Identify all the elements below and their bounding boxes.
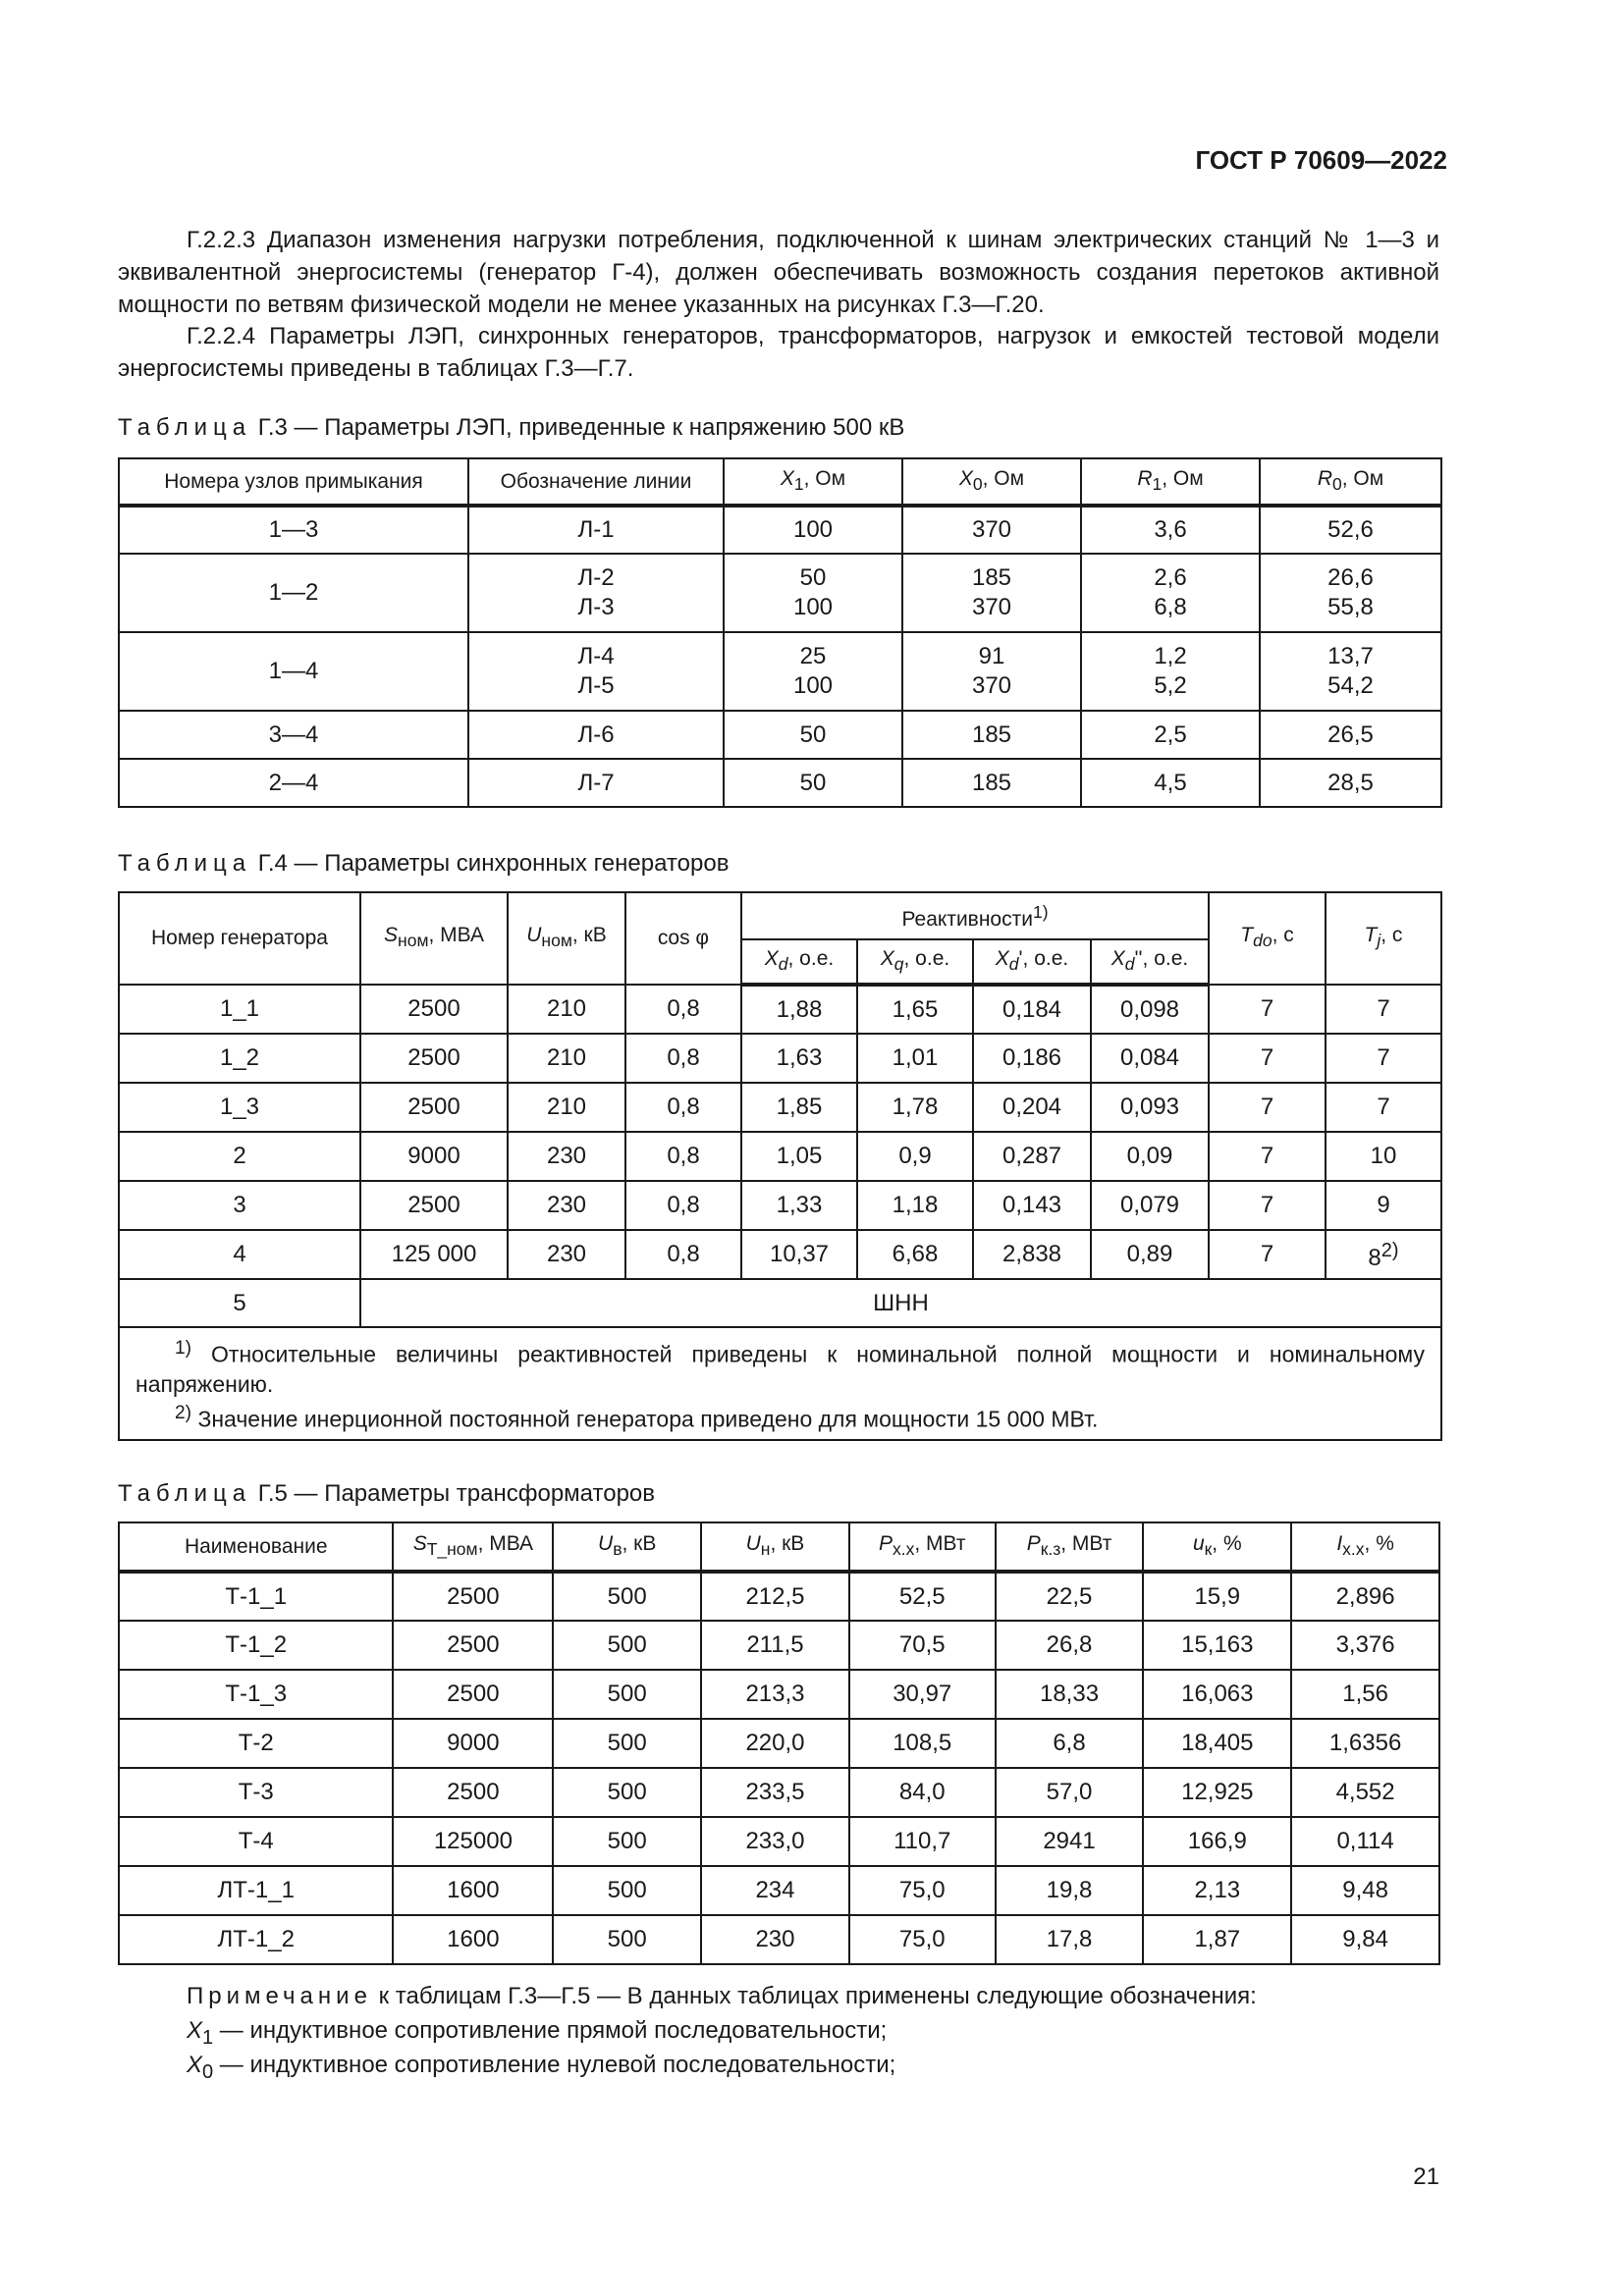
table-cell: 210 xyxy=(508,1083,625,1132)
table-cell: 2,13 xyxy=(1143,1866,1291,1915)
table-cell: 0,287 xyxy=(973,1132,1091,1181)
table-cell: 500 xyxy=(553,1572,701,1621)
cell-r1 xyxy=(1081,506,1260,554)
cell-x0-value: 370 xyxy=(971,672,1012,699)
table-cell: 230 xyxy=(508,1132,625,1181)
table-cell: 1_3 xyxy=(119,1083,360,1132)
table-row xyxy=(119,554,1441,632)
cell-line-value: Л-7 xyxy=(577,769,615,796)
cell-x0-value: 185 xyxy=(971,721,1012,748)
header-un: $U_н$, кВ xyxy=(701,1522,849,1572)
table-row xyxy=(119,1230,1441,1279)
note-label: Примечание xyxy=(187,1983,372,2009)
table-cell: 7 xyxy=(1209,1230,1326,1279)
table-cell: 7 xyxy=(1326,1034,1441,1083)
table-cell: 2500 xyxy=(360,1181,508,1230)
cell-x1-value: 100 xyxy=(792,672,834,699)
cell-x0 xyxy=(902,554,1081,632)
header-x1: $X_1$, Ом xyxy=(724,458,902,506)
caption-label: Таблица xyxy=(118,1480,252,1507)
header-gen-number: Номер генератора xyxy=(119,892,360,985)
table-cell: ЛТ-1_1 xyxy=(119,1866,393,1915)
table-cell: 16,063 xyxy=(1143,1670,1291,1719)
table-cell: 1,63 xyxy=(741,1034,857,1083)
cell-x1 xyxy=(724,632,902,711)
table-row xyxy=(119,1719,1439,1768)
table-cell: 500 xyxy=(553,1866,701,1915)
table-g3 xyxy=(118,457,1442,808)
table-row xyxy=(119,632,1441,711)
table-cell: Т-1_1 xyxy=(119,1572,393,1621)
cell-x0 xyxy=(902,506,1081,554)
header-xq: $X_q$, о.е. xyxy=(857,939,973,985)
table-cell: 0,09 xyxy=(1091,1132,1209,1181)
table-cell: 211,5 xyxy=(701,1621,849,1670)
table-cell: 7 xyxy=(1326,985,1441,1034)
table-row xyxy=(119,1768,1439,1817)
table-cell: 7 xyxy=(1209,985,1326,1034)
caption-label: Таблица xyxy=(118,414,252,441)
table-g4-caption xyxy=(118,850,729,878)
table-cell: 2,838 xyxy=(973,1230,1091,1279)
cell-x1 xyxy=(724,711,902,759)
page-number: 21 xyxy=(1413,2163,1439,2190)
table-cell: 0,8 xyxy=(625,1230,741,1279)
table-cell: 22,5 xyxy=(996,1572,1144,1621)
table-cell: 10,37 xyxy=(741,1230,857,1279)
table-cell: 0,114 xyxy=(1291,1817,1439,1866)
cell-r1-value: 1,2 xyxy=(1154,643,1187,669)
cell-x0-value: 185 xyxy=(971,564,1012,591)
table-cell: 212,5 xyxy=(701,1572,849,1621)
header-xd-prime: $X_d'$, о.е. xyxy=(973,939,1091,985)
cell-x0 xyxy=(902,711,1081,759)
table-cell: 17,8 xyxy=(996,1915,1144,1964)
header-uk: $u_к$, % xyxy=(1143,1522,1291,1572)
cell-x0 xyxy=(902,632,1081,711)
header-ixx: $I_{х.х}$, % xyxy=(1291,1522,1439,1572)
cell-r0-value: 28,5 xyxy=(1327,769,1374,796)
table-cell: 70,5 xyxy=(849,1621,996,1670)
table-g5-caption xyxy=(118,1480,655,1508)
table-cell: 210 xyxy=(508,1034,625,1083)
table-cell: 9,84 xyxy=(1291,1915,1439,1964)
table-cell: 26,8 xyxy=(996,1621,1144,1670)
table-cell: 2500 xyxy=(393,1768,553,1817)
cell-r0 xyxy=(1260,506,1441,554)
cell-r1 xyxy=(1081,759,1260,807)
table-cell: 4,552 xyxy=(1291,1768,1439,1817)
cell-r1 xyxy=(1081,711,1260,759)
cell-r1 xyxy=(1081,632,1260,711)
table-cell: 4 xyxy=(119,1230,360,1279)
footnote-2: $^{2)}$ Значение инерционной постоянной генератора приведено для мощности 15 000 МВт. xyxy=(175,1402,1099,1432)
header-u-nom: $U_{ном}$, кВ xyxy=(508,892,625,985)
table-cell: 0,89 xyxy=(1091,1230,1209,1279)
table-row xyxy=(119,506,1441,554)
cell-x0-value: 91 xyxy=(978,643,1005,669)
caption-text: Г.4 — Параметры синхронных генераторов xyxy=(257,850,730,877)
caption-label: Таблица xyxy=(118,850,252,877)
table-cell: 1,78 xyxy=(857,1083,973,1132)
table-cell: 8$^{2)}$ xyxy=(1326,1230,1441,1279)
table-row xyxy=(119,985,1441,1034)
table-cell: 0,8 xyxy=(625,1132,741,1181)
table-cell: 30,97 xyxy=(849,1670,996,1719)
cell-r0 xyxy=(1260,632,1441,711)
cell-r1-value: 6,8 xyxy=(1154,594,1187,620)
table-cell: 234 xyxy=(701,1866,849,1915)
table-cell: 500 xyxy=(553,1817,701,1866)
paragraph-g223: Г.2.2.3 Диапазон изменения нагрузки потребления, подключенной к шинам электрических станций № 1—3 и эквивалентной энергосистемы (генератор Г-4), должен обеспечивать возможность создания перетоков активной мощности по ветвям физической модели не менее указанных на рисунках Г.3—Г.20. xyxy=(118,227,1439,318)
table-cell: 230 xyxy=(508,1230,625,1279)
cell-x1 xyxy=(724,759,902,807)
table-cell: 500 xyxy=(553,1719,701,1768)
table-cell: 230 xyxy=(701,1915,849,1964)
cell-line xyxy=(468,632,724,711)
cell-line xyxy=(468,506,724,554)
document-code: ГОСТ Р 70609—2022 xyxy=(1195,145,1447,175)
table-cell: 3,376 xyxy=(1291,1621,1439,1670)
header-xd-double-prime: $X_d''$, о.е. xyxy=(1091,939,1209,985)
table-g4-footnotes xyxy=(119,1327,1441,1440)
header-r0: $R_0$, Ом xyxy=(1260,458,1441,506)
table-cell: 213,3 xyxy=(701,1670,849,1719)
table-cell: 9000 xyxy=(360,1132,508,1181)
table-g5 xyxy=(118,1522,1440,1965)
table-cell: 7 xyxy=(1209,1034,1326,1083)
table-row xyxy=(119,1132,1441,1181)
table-cell: 15,163 xyxy=(1143,1621,1291,1670)
table-cell: 500 xyxy=(553,1768,701,1817)
header-s-nom: $S_{ном}$, МВА xyxy=(360,892,508,985)
table-cell: 110,7 xyxy=(849,1817,996,1866)
table-cell: 9000 xyxy=(393,1719,553,1768)
table-cell: 1,88 xyxy=(741,985,857,1034)
cell-r1-value: 4,5 xyxy=(1154,769,1187,796)
table-cell: 1,33 xyxy=(741,1181,857,1230)
table-row xyxy=(119,1083,1441,1132)
table-cell: Т-3 xyxy=(119,1768,393,1817)
caption-text: Г.3 — Параметры ЛЭП, приведенные к напряжению 500 кВ xyxy=(257,414,905,441)
header-pkz: $P_{к.з}$, МВт xyxy=(996,1522,1144,1572)
cell-line-value: Л-1 xyxy=(577,516,615,543)
header-xd: $X_d$, о.е. xyxy=(741,939,857,985)
table-cell: 2500 xyxy=(360,1034,508,1083)
table-cell: 1,56 xyxy=(1291,1670,1439,1719)
table-cell: 230 xyxy=(508,1181,625,1230)
table-cell: 2500 xyxy=(360,1083,508,1132)
cell-nodes: 2—4 xyxy=(119,759,468,807)
cell-r1 xyxy=(1081,554,1260,632)
table-cell: 108,5 xyxy=(849,1719,996,1768)
cell-line xyxy=(468,759,724,807)
table-cell: 210 xyxy=(508,985,625,1034)
table-row xyxy=(119,1181,1441,1230)
caption-text: Г.5 — Параметры трансформаторов xyxy=(257,1480,656,1507)
table-cell: 1,18 xyxy=(857,1181,973,1230)
header-name: Наименование xyxy=(119,1522,393,1572)
gen-5-number: 5 xyxy=(119,1279,360,1327)
table-cell: 0,098 xyxy=(1091,985,1209,1034)
table-cell: 1_2 xyxy=(119,1034,360,1083)
note-line xyxy=(187,1979,1257,2013)
cell-r0-value: 13,7 xyxy=(1327,643,1374,669)
header-nodes: Номера узлов примыкания xyxy=(119,458,468,506)
header-pxx: $P_{х.х}$, МВт xyxy=(849,1522,996,1572)
table-cell: 7 xyxy=(1209,1181,1326,1230)
cell-x1-value: 50 xyxy=(799,564,827,591)
table-cell: 0,184 xyxy=(973,985,1091,1034)
table-cell: 52,5 xyxy=(849,1572,996,1621)
table-row xyxy=(119,711,1441,759)
table-cell: 15,9 xyxy=(1143,1572,1291,1621)
table-cell: 1600 xyxy=(393,1866,553,1915)
table-cell: 84,0 xyxy=(849,1768,996,1817)
table-cell: 9 xyxy=(1326,1181,1441,1230)
header-cos-phi: cos φ xyxy=(625,892,741,985)
table-cell: 18,33 xyxy=(996,1670,1144,1719)
cell-x1-value: 50 xyxy=(799,721,827,748)
table-cell: 75,0 xyxy=(849,1915,996,1964)
table-cell: 220,0 xyxy=(701,1719,849,1768)
table-cell: 125 000 xyxy=(360,1230,508,1279)
cell-nodes: 1—4 xyxy=(119,632,468,711)
table-cell: 500 xyxy=(553,1915,701,1964)
table-row xyxy=(119,1034,1441,1083)
table-cell: 0,084 xyxy=(1091,1034,1209,1083)
cell-nodes: 1—2 xyxy=(119,554,468,632)
header-tj: $T_j$, с xyxy=(1326,892,1441,985)
paragraph-g224: Г.2.2.4 Параметры ЛЭП, синхронных генераторов, трансформаторов, нагрузок и емкостей тестовой модели энергосистемы приведены в таблицах Г.3—Г.7. xyxy=(118,323,1439,382)
cell-line-value: Л-5 xyxy=(577,672,615,699)
table-cell: 1,01 xyxy=(857,1034,973,1083)
table-cell: 0,204 xyxy=(973,1083,1091,1132)
table-cell: 2500 xyxy=(360,985,508,1034)
table-cell: 12,925 xyxy=(1143,1768,1291,1817)
cell-x1 xyxy=(724,506,902,554)
cell-x1-value: 50 xyxy=(799,769,827,796)
table-cell: 2500 xyxy=(393,1572,553,1621)
table-cell: 57,0 xyxy=(996,1768,1144,1817)
cell-r0 xyxy=(1260,554,1441,632)
table-cell: Т-4 xyxy=(119,1817,393,1866)
header-x0: $X_0$, Ом xyxy=(902,458,1081,506)
cell-line xyxy=(468,711,724,759)
note-text: к таблицам Г.3—Г.5 — В данных таблицах применены следующие обозначения: xyxy=(378,1983,1257,2009)
cell-r1-value: 5,2 xyxy=(1154,672,1187,699)
table-cell: 75,0 xyxy=(849,1866,996,1915)
table-cell: 233,0 xyxy=(701,1817,849,1866)
cell-x0-value: 370 xyxy=(971,594,1012,620)
table-cell: 10 xyxy=(1326,1132,1441,1181)
table-cell: Т-2 xyxy=(119,1719,393,1768)
table-cell: 1600 xyxy=(393,1915,553,1964)
table-cell: 0,186 xyxy=(973,1034,1091,1083)
cell-x1-value: 100 xyxy=(792,594,834,620)
table-cell: ЛТ-1_2 xyxy=(119,1915,393,1964)
table-cell: 0,093 xyxy=(1091,1083,1209,1132)
cell-r0-value: 54,2 xyxy=(1327,672,1374,699)
cell-r0-value: 52,6 xyxy=(1327,516,1374,543)
header-r1: $R_1$, Ом xyxy=(1081,458,1260,506)
table-cell: 0,9 xyxy=(857,1132,973,1181)
table-cell: 1,6356 xyxy=(1291,1719,1439,1768)
cell-line-value: Л-3 xyxy=(577,594,615,620)
cell-x1 xyxy=(724,554,902,632)
cell-x1-value: 25 xyxy=(799,643,827,669)
table-cell: 18,405 xyxy=(1143,1719,1291,1768)
footnote-2-ref: 2) xyxy=(1380,1240,1399,1261)
table-cell: 9,48 xyxy=(1291,1866,1439,1915)
table-row xyxy=(119,1866,1439,1915)
cell-r0-value: 26,5 xyxy=(1327,721,1374,748)
header-uv: $U_в$, кВ xyxy=(553,1522,701,1572)
table-g3-caption xyxy=(118,414,904,442)
table-cell: 2941 xyxy=(996,1817,1144,1866)
table-row xyxy=(119,1915,1439,1964)
table-cell: 1,05 xyxy=(741,1132,857,1181)
cell-nodes: 3—4 xyxy=(119,711,468,759)
table-cell: 500 xyxy=(553,1621,701,1670)
table-row xyxy=(119,759,1441,807)
table-row xyxy=(119,1572,1439,1621)
cell-line-value: Л-2 xyxy=(577,564,615,591)
table-cell: 2500 xyxy=(393,1670,553,1719)
header-reactances: Реактивности$^{1)}$ xyxy=(741,892,1209,939)
table-cell: 1,87 xyxy=(1143,1915,1291,1964)
header-tdo: $T_{do}$, с xyxy=(1209,892,1326,985)
table-cell: 0,079 xyxy=(1091,1181,1209,1230)
table-cell: 0,8 xyxy=(625,1181,741,1230)
table-cell: 7 xyxy=(1209,1083,1326,1132)
cell-r1-value: 2,5 xyxy=(1154,721,1187,748)
cell-r1-value: 3,6 xyxy=(1154,516,1187,543)
cell-line-value: Л-6 xyxy=(577,721,615,748)
table-row xyxy=(119,1817,1439,1866)
table-cell: 1,85 xyxy=(741,1083,857,1132)
table-cell: 233,5 xyxy=(701,1768,849,1817)
table-cell: 2,896 xyxy=(1291,1572,1439,1621)
cell-line xyxy=(468,554,724,632)
table-g4 xyxy=(118,891,1442,1441)
note-x1: $X_1$ — индуктивное сопротивление прямой последовательности; xyxy=(187,2017,888,2049)
cell-x0-value: 185 xyxy=(971,769,1012,796)
table-row xyxy=(119,1621,1439,1670)
table-cell: 500 xyxy=(553,1670,701,1719)
table-cell: 2500 xyxy=(393,1621,553,1670)
table-cell: 166,9 xyxy=(1143,1817,1291,1866)
cell-r0 xyxy=(1260,759,1441,807)
cell-x0 xyxy=(902,759,1081,807)
table-row xyxy=(119,1670,1439,1719)
table-cell: Т-1_2 xyxy=(119,1621,393,1670)
cell-r0 xyxy=(1260,711,1441,759)
cell-r1-value: 2,6 xyxy=(1154,564,1187,591)
table-cell: 0,8 xyxy=(625,1034,741,1083)
table-cell: 2 xyxy=(119,1132,360,1181)
note-x0: $X_0$ — индуктивное сопротивление нулевой последовательности; xyxy=(187,2052,896,2083)
cell-r0-value: 55,8 xyxy=(1327,594,1374,620)
cell-r0-value: 26,6 xyxy=(1327,564,1374,591)
gen-5-value: ШНН xyxy=(360,1279,1441,1327)
cell-nodes: 1—3 xyxy=(119,506,468,554)
cell-x0-value: 370 xyxy=(971,516,1012,543)
table-cell: 0,143 xyxy=(973,1181,1091,1230)
table-cell: 3 xyxy=(119,1181,360,1230)
header-line: Обозначение линии xyxy=(468,458,724,506)
table-cell: 6,8 xyxy=(996,1719,1144,1768)
table-cell: 6,68 xyxy=(857,1230,973,1279)
header-st-nom: $S_{Т\_ном}$, МВА xyxy=(393,1522,553,1572)
table-cell: 7 xyxy=(1326,1083,1441,1132)
table-cell: 0,8 xyxy=(625,985,741,1034)
cell-line-value: Л-4 xyxy=(577,643,615,669)
footnote-1: $^{1)}$ Относительные величины реактивностей приведены к номинальной полной мощности и номинальному напряжению. xyxy=(135,1338,1425,1397)
table-cell: 19,8 xyxy=(996,1866,1144,1915)
table-cell: Т-1_3 xyxy=(119,1670,393,1719)
table-cell: 7 xyxy=(1209,1132,1326,1181)
table-cell: 1,65 xyxy=(857,985,973,1034)
table-cell: 0,8 xyxy=(625,1083,741,1132)
table-cell: 1_1 xyxy=(119,985,360,1034)
table-cell: 125000 xyxy=(393,1817,553,1866)
cell-x1-value: 100 xyxy=(792,516,834,543)
